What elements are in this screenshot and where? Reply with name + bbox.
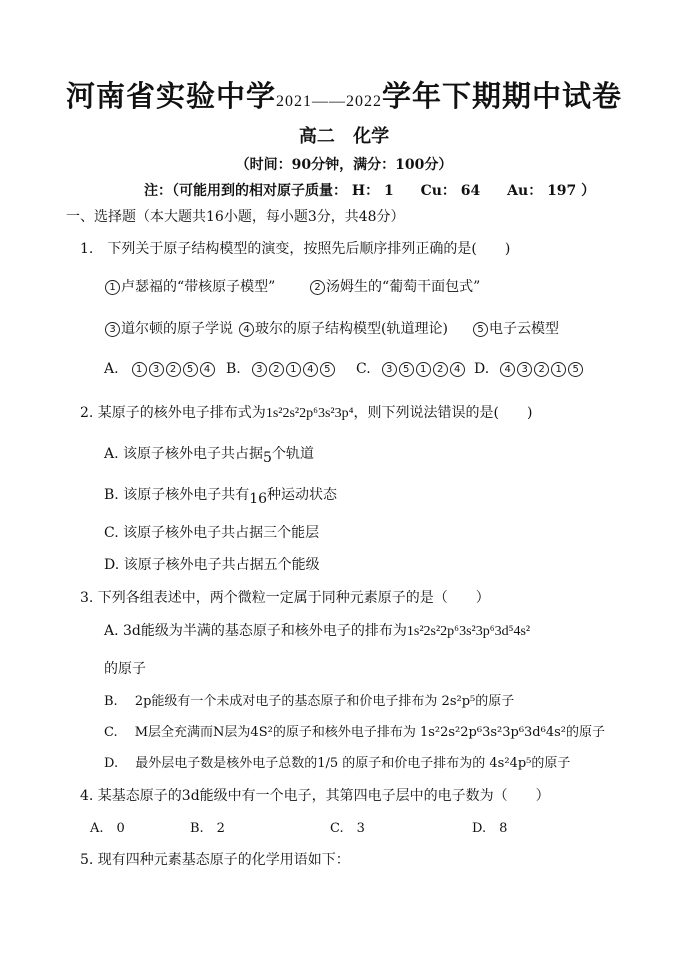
option-number: 5 (263, 450, 272, 466)
circled-number: 3 (517, 362, 532, 377)
q1-item-3-text: 道尔顿的原子学说 (121, 321, 233, 337)
atomic-mass-note (144, 180, 595, 200)
q2-stem-post: ，则下列说法错误的是( ) (353, 405, 533, 421)
option-label: C. (356, 361, 371, 377)
q3-option-d[interactable]: D. 最外层电子数是核外电子总数的1/5 的原子和价电子排布为的 4s²4p⁵的原子 (104, 756, 571, 771)
electron-config: 1s²2s²2p⁶3s²3p⁶3d⁵4s² (406, 624, 531, 639)
note-h: H： 1 (351, 183, 394, 199)
q2-option-d[interactable]: D. 该原子核外电子共占据五个能级 (104, 557, 320, 573)
q1-option-d[interactable] (474, 361, 584, 377)
q3-option-b[interactable]: B. 2p能级有一个未成对电子的基态原子和价电子排布为 2s²p⁵的原子 (104, 694, 515, 709)
subject-label: 化学 (353, 126, 390, 147)
q1-item-5-text: 电子云模型 (489, 321, 559, 337)
option-text: 种运动状态 (267, 487, 338, 503)
q1-option-c[interactable] (356, 361, 466, 377)
electron-config: 1s²2s²2p⁶3s²3p⁴ (265, 406, 354, 421)
circled-number: 2 (310, 280, 325, 295)
exam-title (0, 74, 688, 115)
q1-stem: 1. 下列关于原子结构模型的演变，按照先后顺序排列正确的是( ) (80, 241, 511, 257)
q1-item-2 (309, 276, 480, 296)
option-label: B. (226, 361, 241, 377)
circled-number: 2 (534, 362, 549, 377)
section-heading: 一、选择题（本大题共16小题，每小题3分，共48分） (66, 209, 405, 225)
circled-number: 3 (149, 362, 164, 377)
q2-stem (80, 402, 532, 422)
time-info: （时间：90分钟，满分：100分） (235, 157, 453, 173)
q2-stem-pre: 2. 某原子的核外电子排布式为 (80, 405, 266, 421)
option-seq (381, 361, 466, 377)
circled-number: 3 (382, 362, 397, 377)
option-text: 个轨道 (271, 446, 314, 462)
option-label: A. (104, 361, 119, 377)
circled-number: 1 (132, 362, 147, 377)
q1-item-3 (104, 318, 233, 338)
circled-number: 5 (568, 362, 583, 377)
circled-number: 5 (399, 362, 414, 377)
exam-subtitle (0, 122, 688, 148)
q1-item-2-text: 汤姆生的“葡萄干面包式” (326, 279, 481, 295)
circled-number: 4 (500, 362, 515, 377)
option-seq (131, 361, 216, 377)
title-pre: 河南省实验中学 (65, 79, 276, 113)
circled-number: 4 (239, 322, 254, 337)
circled-number: 4 (200, 362, 215, 377)
circled-number: 2 (433, 362, 448, 377)
title-years: 2021——2022 (276, 93, 382, 110)
q1-item-5 (472, 318, 559, 338)
note-au: Au： 197 ） (507, 183, 596, 199)
circled-number: 4 (303, 362, 318, 377)
circled-number: 4 (450, 362, 465, 377)
grade-label: 高二 (298, 126, 335, 147)
circled-number: 3 (252, 362, 267, 377)
circled-number: 5 (320, 362, 335, 377)
circled-number: 5 (183, 362, 198, 377)
q1-item-4-text: 玻尔的原子结构模型 (255, 321, 381, 337)
option-text: A. 该原子核外电子共占据 (104, 446, 264, 462)
q2-option-b[interactable] (104, 484, 337, 507)
circled-number: 3 (105, 322, 120, 337)
q2-option-a[interactable] (104, 443, 314, 466)
q3-stem: 3. 下列各组表述中，两个微粒一定属于同种元素原子的是（ ） (80, 590, 490, 606)
note-label: 注：（可能用到的相对原子质量： (144, 183, 347, 199)
q3-option-c[interactable]: C. M层全充满而N层为4S²的原子和核外电子排布为 1s²2s²2p⁶3s²3p⁶3d⁶4s²的原子 (104, 725, 605, 740)
option-text: B. 该原子核外电子共有 (104, 487, 250, 503)
note-cu: Cu： 64 (420, 183, 481, 199)
q1-item-1 (104, 276, 275, 296)
circled-number: 2 (166, 362, 181, 377)
circled-number: 5 (473, 322, 488, 337)
title-post: 学年下期期中试卷 (382, 79, 623, 113)
q3-option-a-cont: 的原子 (104, 661, 146, 677)
circled-number: 2 (269, 362, 284, 377)
q2-option-c[interactable]: C. 该原子核外电子共占据三个能层 (104, 525, 320, 541)
q1-item-1-text: 卢瑟福的“带核原子模型” (121, 279, 276, 295)
option-seq (499, 361, 584, 377)
q1-option-a[interactable] (104, 361, 216, 377)
q4-option-d[interactable]: D. 8 (472, 821, 508, 836)
option-seq (251, 361, 336, 377)
q1-option-b[interactable] (226, 361, 336, 377)
option-label: D. (474, 361, 490, 377)
q4-option-c[interactable]: C. 3 (330, 821, 365, 836)
option-text: A. 3d能级为半满的基态原子和核外电子的排布为 (104, 623, 407, 639)
circled-number: 1 (105, 280, 120, 295)
q5-stem: 5. 现有四种元素基态原子的化学用语如下： (80, 852, 350, 868)
circled-number: 1 (416, 362, 431, 377)
q4-option-a[interactable]: A. 0 (90, 821, 125, 836)
option-number: 16 (249, 491, 268, 507)
q3-option-a[interactable] (104, 620, 530, 640)
q4-stem: 4. 某基态原子的3d能级中有一个电子，其第四电子层中的电子数为（ ） (80, 788, 550, 804)
q1-item-4 (238, 318, 448, 338)
q4-option-b[interactable]: B. 2 (190, 821, 225, 836)
q1-item-4-note: (轨道理论) (381, 321, 448, 337)
circled-number: 1 (286, 362, 301, 377)
circled-number: 1 (551, 362, 566, 377)
